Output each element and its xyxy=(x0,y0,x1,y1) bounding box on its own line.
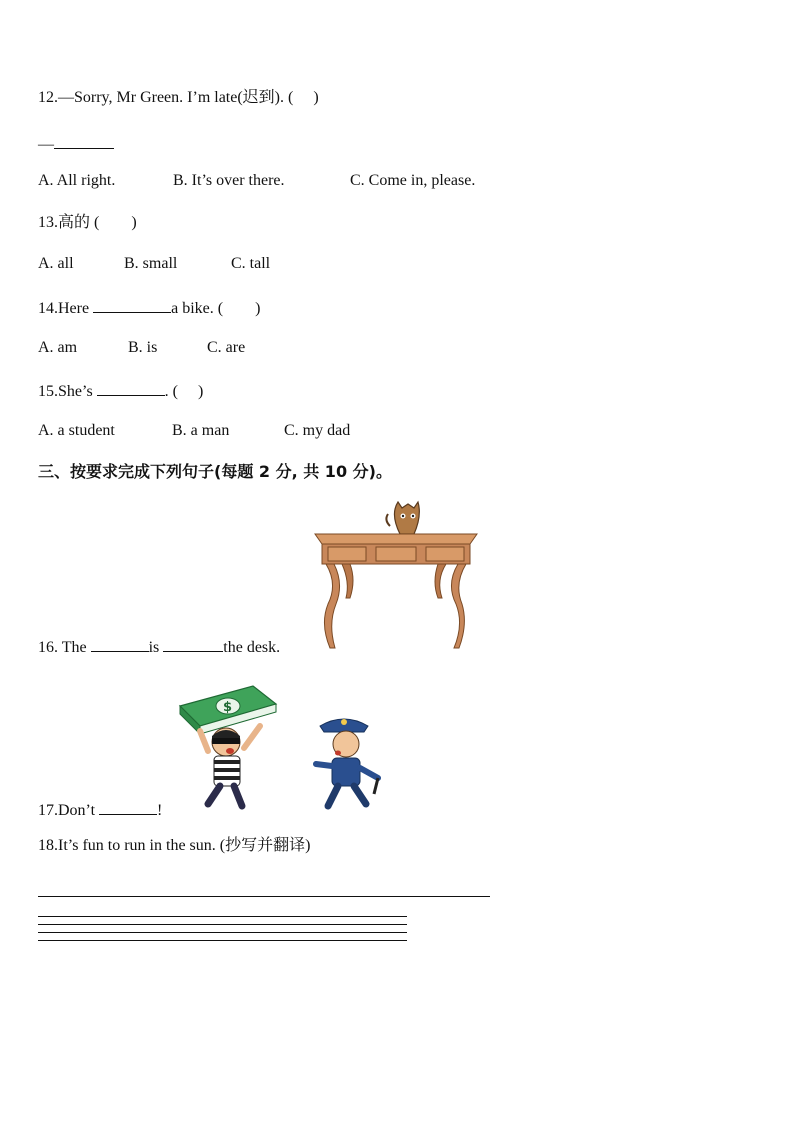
answer-blank[interactable] xyxy=(93,296,171,313)
option-a[interactable]: A. all xyxy=(38,255,74,272)
drawer xyxy=(426,547,464,561)
question-part: is xyxy=(148,639,164,656)
question-part: Don’t xyxy=(58,802,100,819)
desk-top xyxy=(315,534,477,544)
answer-blank[interactable] xyxy=(91,635,149,652)
option-c[interactable]: C. are xyxy=(207,339,246,356)
desk-leg xyxy=(342,564,353,598)
question-number: 18. xyxy=(38,837,58,854)
desk-with-cat-illustration xyxy=(310,494,482,652)
option-a[interactable]: A. am xyxy=(38,339,78,356)
answer-blank[interactable] xyxy=(99,798,157,815)
answer-dash: — xyxy=(38,136,54,153)
question-15 xyxy=(38,379,203,402)
question-text: —Sorry, Mr Green. I’m late(迟到). ( ) xyxy=(58,89,319,106)
copy-writing-line[interactable] xyxy=(38,924,407,925)
drawer xyxy=(328,547,366,561)
question-suffix: a bike. ( ) xyxy=(171,300,261,317)
option-c[interactable]: C. my dad xyxy=(284,422,351,439)
translation-writing-line[interactable] xyxy=(38,896,490,897)
desk-leg xyxy=(324,564,339,648)
answer-blank[interactable] xyxy=(163,635,223,652)
desk-leg xyxy=(435,564,446,598)
answer-blank[interactable] xyxy=(97,379,165,396)
desk-leg xyxy=(451,564,466,648)
drawer xyxy=(376,547,416,561)
question-text: 高的 ( ) xyxy=(58,214,137,231)
question-text: It’s fun to run in the sun. (抄写并翻译) xyxy=(58,837,311,854)
thief-icon xyxy=(200,726,260,806)
question-18 xyxy=(38,836,310,856)
svg-text:$: $ xyxy=(223,700,233,715)
question-number: 13. xyxy=(38,214,58,231)
question-12-answer-line xyxy=(38,132,114,155)
question-13-options xyxy=(38,254,270,274)
option-c[interactable]: C. tall xyxy=(231,255,271,272)
option-a[interactable]: A. All right. xyxy=(38,172,116,189)
copy-writing-line[interactable] xyxy=(38,940,407,941)
police-officer-icon xyxy=(316,719,378,806)
question-13 xyxy=(38,213,137,233)
option-b[interactable]: B. It’s over there. xyxy=(173,172,285,189)
question-part: ! xyxy=(157,802,163,819)
option-c[interactable]: C. Come in, please. xyxy=(350,172,476,189)
option-a[interactable]: A. a student xyxy=(38,422,115,439)
question-number: 17. xyxy=(38,802,58,819)
section-heading: 三、按要求完成下列句子(每题 2 分, 共 10 分)。 xyxy=(38,462,392,481)
answer-blank[interactable] xyxy=(54,132,114,149)
question-16 xyxy=(38,635,280,658)
question-prefix: Here xyxy=(58,300,94,317)
question-number: 14. xyxy=(38,300,58,317)
question-12 xyxy=(38,88,319,108)
question-14-options xyxy=(38,338,245,358)
thief-and-police-illustration xyxy=(178,676,393,814)
option-b[interactable]: B. is xyxy=(128,339,158,356)
question-prefix: She’s xyxy=(58,383,97,400)
copy-writing-line[interactable] xyxy=(38,916,407,917)
question-12-options xyxy=(38,171,475,191)
question-part: The xyxy=(61,639,91,656)
question-number: 15. xyxy=(38,383,58,400)
option-b[interactable]: B. a man xyxy=(172,422,230,439)
question-part: the desk. xyxy=(223,639,281,656)
question-14 xyxy=(38,296,260,319)
question-17 xyxy=(38,798,162,821)
option-b[interactable]: B. small xyxy=(124,255,178,272)
question-number: 12. xyxy=(38,89,58,106)
cat-icon xyxy=(386,502,419,534)
question-15-options xyxy=(38,421,350,441)
copy-writing-line[interactable] xyxy=(38,932,407,933)
question-suffix: . ( ) xyxy=(164,383,204,400)
question-number: 16. xyxy=(38,639,62,656)
